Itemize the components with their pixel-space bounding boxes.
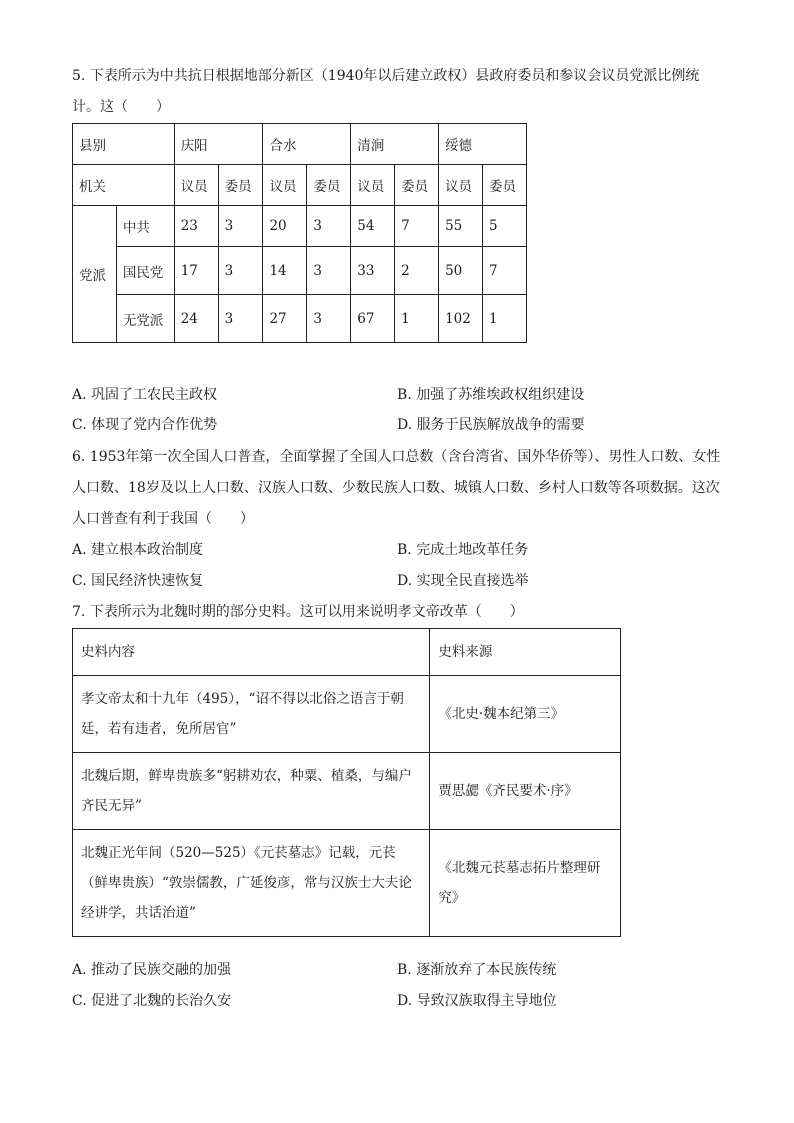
q6-option-d[interactable]: D. 实现全民直接选举 <box>397 573 529 589</box>
q5-value-cell: 102 <box>439 295 483 343</box>
q7-content-cell: 北魏后期，鲜卑贵族多“躬耕劝农，种粟、植桑，与编户齐民无异” <box>73 753 430 830</box>
q5-role-cell: 委员 <box>483 165 527 206</box>
q5-value-cell: 50 <box>439 247 483 295</box>
table-row <box>73 830 621 937</box>
q5-value-cell: 7 <box>483 247 527 295</box>
q5-table <box>72 123 527 343</box>
q5-value-cell: 3 <box>218 247 263 295</box>
q5-table-header-row <box>73 124 527 165</box>
q7-source-cell: 贾思勰《齐民要术·序》 <box>430 753 621 830</box>
q5-option-c[interactable]: C. 体现了党内合作优势 <box>72 417 218 433</box>
q5-value-cell: 3 <box>307 206 351 247</box>
q5-role-cell: 议员 <box>439 165 483 206</box>
q5-value-cell: 3 <box>218 295 263 343</box>
q5-option-a[interactable]: A. 巩固了工农民主政权 <box>72 387 218 403</box>
q6-option-a[interactable]: A. 建立根本政治制度 <box>72 542 204 558</box>
q5-value-cell: 1 <box>395 295 439 343</box>
q7-option-c[interactable]: C. 促进了北魏的长治久安 <box>72 993 232 1009</box>
q6-stem-line3: 人口普查有利于我国（ ） <box>72 511 254 527</box>
q7-source-cell: 《北史·魏本纪第三》 <box>430 676 621 753</box>
q6-option-b[interactable]: B. 完成土地改革任务 <box>397 542 529 558</box>
q5-role-cell: 议员 <box>263 165 307 206</box>
q7-table <box>72 628 621 937</box>
q5-value-cell: 3 <box>307 295 351 343</box>
q7-option-b[interactable]: B. 逐渐放弃了本民族传统 <box>397 962 557 978</box>
q6-option-c[interactable]: C. 国民经济快速恢复 <box>72 573 204 589</box>
q5-header-organ: 机关 <box>73 165 175 206</box>
q5-header-party: 党派 <box>73 206 117 343</box>
table-row <box>73 295 527 343</box>
q5-option-b[interactable]: B. 加强了苏维埃政权组织建设 <box>397 387 585 403</box>
q5-header-county: 县别 <box>73 124 175 165</box>
q5-value-cell: 17 <box>174 247 218 295</box>
q5-stem-line1: 5. 下表所示为中共抗日根据地部分新区（1940年以后建立政权）县政府委员和参议会议员党派比例统 <box>72 68 700 84</box>
q5-value-cell: 14 <box>263 247 307 295</box>
q6-stem-line1: 6. 1953年第一次全国人口普查，全面掌握了全国人口总数（含台湾省、国外华侨等）、男性人口数、女性 <box>72 449 721 465</box>
q5-value-cell: 20 <box>263 206 307 247</box>
q5-value-cell: 3 <box>218 206 263 247</box>
table-row <box>73 247 527 295</box>
q5-option-d[interactable]: D. 服务于民族解放战争的需要 <box>397 417 585 433</box>
q5-party-cell: 无党派 <box>116 295 174 343</box>
q5-value-cell: 27 <box>263 295 307 343</box>
q5-value-cell: 54 <box>351 206 395 247</box>
q5-stem-line2: 计。这（ ） <box>72 99 170 115</box>
q7-source-cell: 《北魏元苌墓志拓片整理研究》 <box>430 830 621 937</box>
q7-option-d[interactable]: D. 导致汉族取得主导地位 <box>397 993 557 1009</box>
q5-value-cell: 55 <box>439 206 483 247</box>
q6-stem-line2: 人口数、18岁及以上人口数、汉族人口数、少数民族人口数、城镇人口数、乡村人口数等各项数据。这次 <box>72 480 720 496</box>
q5-county-cell: 绥德 <box>439 124 527 165</box>
q5-role-cell: 议员 <box>174 165 218 206</box>
table-row <box>73 676 621 753</box>
q7-table-header-row <box>73 629 621 676</box>
q5-role-cell: 委员 <box>395 165 439 206</box>
q7-option-a[interactable]: A. 推动了民族交融的加强 <box>72 962 232 978</box>
table-row <box>73 753 621 830</box>
table-row <box>73 206 527 247</box>
q7-content-cell: 北魏正光年间（520—525）《元苌墓志》记载，元苌（鲜卑贵族）“敦崇儒教，广延俊彦，常与汉族士大夫论经讲学，共话治道” <box>73 830 430 937</box>
q5-value-cell: 33 <box>351 247 395 295</box>
q7-stem: 7. 下表所示为北魏时期的部分史料。这可以用来说明孝文帝改革（ ） <box>72 604 524 620</box>
q5-county-cell: 庆阳 <box>174 124 263 165</box>
q7-header-content: 史料内容 <box>73 629 430 676</box>
q5-value-cell: 5 <box>483 206 527 247</box>
q5-county-cell: 清涧 <box>351 124 439 165</box>
q7-content-cell: 孝文帝太和十九年（495），“诏不得以北俗之语言于朝廷，若有违者，免所居官” <box>73 676 430 753</box>
q5-role-cell: 委员 <box>218 165 263 206</box>
q5-role-cell: 委员 <box>307 165 351 206</box>
q5-party-cell: 中共 <box>116 206 174 247</box>
q5-value-cell: 1 <box>483 295 527 343</box>
q5-role-cell: 议员 <box>351 165 395 206</box>
q5-table-role-row <box>73 165 527 206</box>
q5-value-cell: 67 <box>351 295 395 343</box>
q5-party-cell: 国民党 <box>116 247 174 295</box>
q7-header-source: 史料来源 <box>430 629 621 676</box>
q5-value-cell: 7 <box>395 206 439 247</box>
q5-value-cell: 23 <box>174 206 218 247</box>
q5-value-cell: 3 <box>307 247 351 295</box>
q5-county-cell: 合水 <box>263 124 351 165</box>
q5-value-cell: 24 <box>174 295 218 343</box>
q5-value-cell: 2 <box>395 247 439 295</box>
